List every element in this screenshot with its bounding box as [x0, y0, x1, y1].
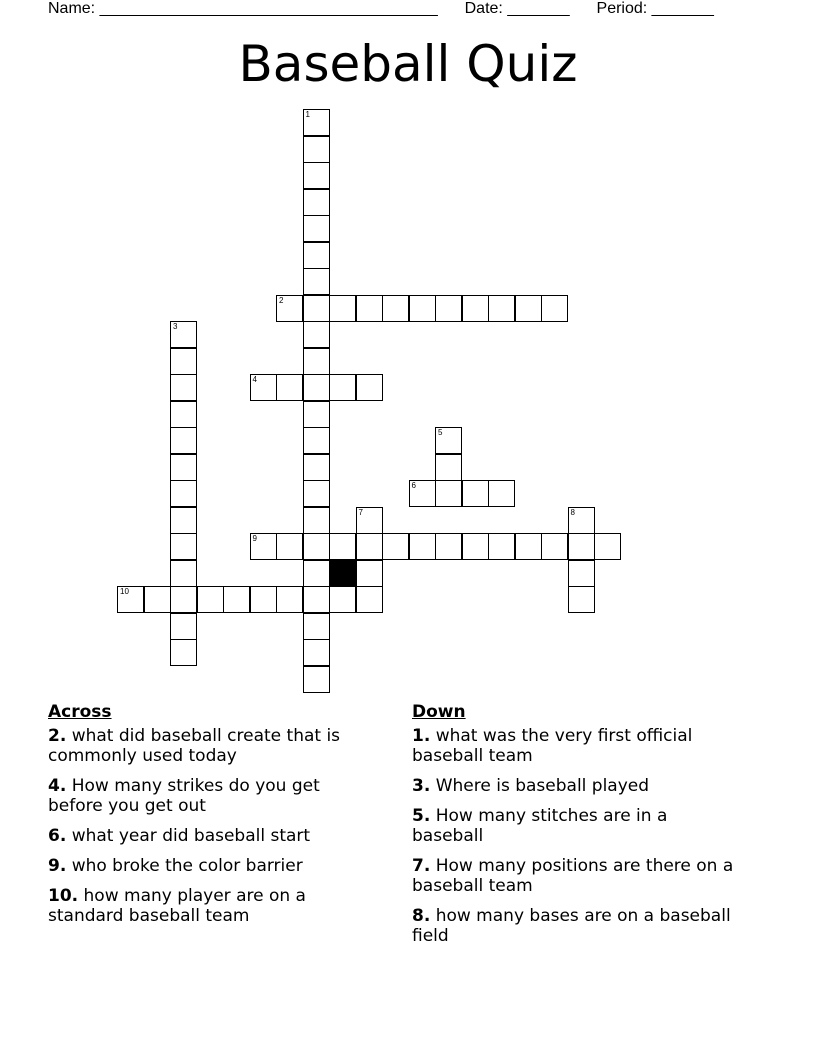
- grid-cell[interactable]: [303, 189, 330, 216]
- clue-number-label: 2: [279, 295, 284, 305]
- clue-number: 10.: [48, 886, 79, 906]
- grid-cell[interactable]: [435, 533, 462, 560]
- grid-cell[interactable]: [488, 480, 515, 507]
- grid-cell[interactable]: [303, 533, 330, 560]
- grid-cell[interactable]: [303, 586, 330, 613]
- date-field-label[interactable]: Date: _______: [464, 0, 570, 17]
- clue-number: 7.: [412, 856, 431, 876]
- grid-cell[interactable]: [170, 401, 197, 428]
- clue-number: 3.: [412, 776, 431, 796]
- grid-cell[interactable]: [144, 586, 171, 613]
- grid-cell[interactable]: [409, 480, 436, 507]
- clue-number-label: 4: [252, 375, 257, 384]
- grid-cell[interactable]: [303, 374, 330, 401]
- grid-cell[interactable]: [170, 427, 197, 454]
- name-field-label[interactable]: Name: ______________________________________: [48, 0, 438, 17]
- across-clue: [48, 726, 378, 766]
- grid-cell[interactable]: [303, 109, 330, 136]
- grid-cell[interactable]: [356, 560, 383, 587]
- grid-cell[interactable]: [568, 586, 595, 613]
- clue-text: what was the very first official baseball team: [412, 726, 693, 766]
- grid-cell[interactable]: [303, 295, 330, 322]
- across-clue: [48, 856, 378, 876]
- grid-cell[interactable]: [356, 507, 383, 534]
- grid-cell[interactable]: [435, 454, 462, 481]
- grid-cell[interactable]: [170, 321, 197, 348]
- clue-number: 9.: [48, 856, 67, 876]
- grid-cell[interactable]: [170, 613, 197, 640]
- grid-cell[interactable]: [170, 348, 197, 375]
- grid-cell[interactable]: [435, 480, 462, 507]
- clue-number: 8.: [412, 906, 431, 926]
- down-clue: [412, 856, 742, 896]
- grid-cell[interactable]: [170, 507, 197, 534]
- grid-cell[interactable]: [303, 613, 330, 640]
- grid-cell[interactable]: [382, 295, 409, 322]
- grid-cell[interactable]: [515, 533, 542, 560]
- down-clue: [412, 776, 742, 796]
- clue-text: How many strikes do you get before you get out: [48, 776, 320, 816]
- down-clue: [412, 806, 742, 846]
- page-title: Baseball Quiz: [238, 35, 578, 93]
- grid-cell[interactable]: [223, 586, 250, 613]
- grid-cell[interactable]: [541, 295, 568, 322]
- grid-cell[interactable]: [329, 586, 356, 613]
- clue-number-label: 10: [120, 587, 129, 596]
- period-field-label[interactable]: Period: _______: [596, 0, 714, 17]
- grid-cell[interactable]: [303, 560, 330, 587]
- grid-cell[interactable]: [356, 533, 383, 560]
- blocked-cell: [329, 560, 356, 587]
- across-clue: [48, 826, 378, 846]
- grid-cell[interactable]: [303, 321, 330, 348]
- grid-cell[interactable]: [329, 374, 356, 401]
- clue-number: 2.: [48, 726, 67, 746]
- grid-cell[interactable]: [568, 533, 595, 560]
- grid-cell[interactable]: [382, 533, 409, 560]
- clue-number: 6.: [48, 826, 67, 846]
- grid-cell[interactable]: [488, 533, 515, 560]
- grid-cell[interactable]: [276, 586, 303, 613]
- grid-cell[interactable]: [303, 427, 330, 454]
- clue-number-label: 1: [305, 110, 310, 119]
- grid-cell[interactable]: [515, 295, 542, 322]
- clue-number-label: 8: [570, 507, 575, 517]
- grid-cell[interactable]: [170, 533, 197, 560]
- clue-number-label: 3: [173, 322, 178, 331]
- clue-text: how many player are on a standard baseball team: [48, 886, 306, 926]
- across-clues: [48, 702, 378, 936]
- clue-number: 4.: [48, 776, 67, 796]
- clue-text: what did baseball create that is commonly used today: [48, 726, 341, 766]
- down-clue: [412, 726, 742, 766]
- clue-text: who broke the color barrier: [71, 856, 303, 876]
- grid-cell[interactable]: [594, 533, 621, 560]
- grid-cell[interactable]: [568, 560, 595, 587]
- across-heading: Across: [48, 702, 112, 722]
- across-clue: [48, 886, 378, 926]
- grid-cell[interactable]: [276, 295, 303, 322]
- grid-cell[interactable]: [303, 666, 330, 693]
- grid-cell[interactable]: [329, 295, 356, 322]
- grid-cell[interactable]: [303, 242, 330, 269]
- grid-cell[interactable]: [170, 639, 197, 666]
- grid-cell[interactable]: [276, 374, 303, 401]
- clue-text: what year did baseball start: [71, 826, 311, 846]
- grid-cell[interactable]: [356, 295, 383, 322]
- grid-cell[interactable]: [250, 374, 277, 401]
- grid-cell[interactable]: [462, 480, 489, 507]
- grid-cell[interactable]: [303, 348, 330, 375]
- grid-cell[interactable]: [435, 427, 462, 454]
- grid-cell[interactable]: [170, 374, 197, 401]
- grid-cell[interactable]: [250, 533, 277, 560]
- clue-text: How many positions are there on a baseball team: [412, 856, 734, 896]
- clue-number-label: 7: [358, 507, 363, 517]
- grid-cell[interactable]: [541, 533, 568, 560]
- grid-cell[interactable]: [303, 480, 330, 507]
- grid-cell[interactable]: [303, 215, 330, 242]
- grid-cell[interactable]: [435, 295, 462, 322]
- grid-cell[interactable]: [303, 639, 330, 666]
- grid-cell[interactable]: [356, 586, 383, 613]
- grid-cell[interactable]: [329, 533, 356, 560]
- grid-cell[interactable]: [488, 295, 515, 322]
- grid-cell[interactable]: [568, 507, 595, 534]
- clue-text: Where is baseball played: [435, 776, 650, 796]
- clue-number: 1.: [412, 726, 431, 746]
- grid-cell[interactable]: [117, 586, 144, 613]
- grid-cell[interactable]: [170, 454, 197, 481]
- clue-text: how many bases are on a baseball field: [412, 906, 731, 946]
- grid-cell[interactable]: [303, 401, 330, 428]
- grid-cell[interactable]: [409, 533, 436, 560]
- grid-cell[interactable]: [303, 136, 330, 163]
- clue-number-label: 5: [438, 428, 443, 437]
- grid-cell[interactable]: [409, 295, 436, 322]
- grid-cell[interactable]: [170, 560, 197, 587]
- grid-cell[interactable]: [197, 586, 224, 613]
- down-heading: Down: [412, 702, 466, 722]
- clue-number-label: 9: [252, 534, 257, 543]
- grid-cell[interactable]: [170, 586, 197, 613]
- grid-cell[interactable]: [303, 507, 330, 534]
- grid-cell[interactable]: [250, 586, 277, 613]
- clue-number: 5.: [412, 806, 431, 826]
- grid-cell[interactable]: [170, 480, 197, 507]
- grid-cell[interactable]: [303, 268, 330, 295]
- clue-text: How many stitches are in a baseball: [412, 806, 668, 846]
- grid-cell[interactable]: [303, 454, 330, 481]
- across-clue: [48, 776, 378, 816]
- grid-cell[interactable]: [276, 533, 303, 560]
- grid-cell[interactable]: [462, 295, 489, 322]
- clue-number-label: 6: [411, 481, 416, 490]
- grid-cell[interactable]: [303, 162, 330, 189]
- down-clues: [412, 702, 742, 956]
- down-clue: [412, 906, 742, 946]
- grid-cell[interactable]: [462, 533, 489, 560]
- grid-cell[interactable]: [356, 374, 383, 401]
